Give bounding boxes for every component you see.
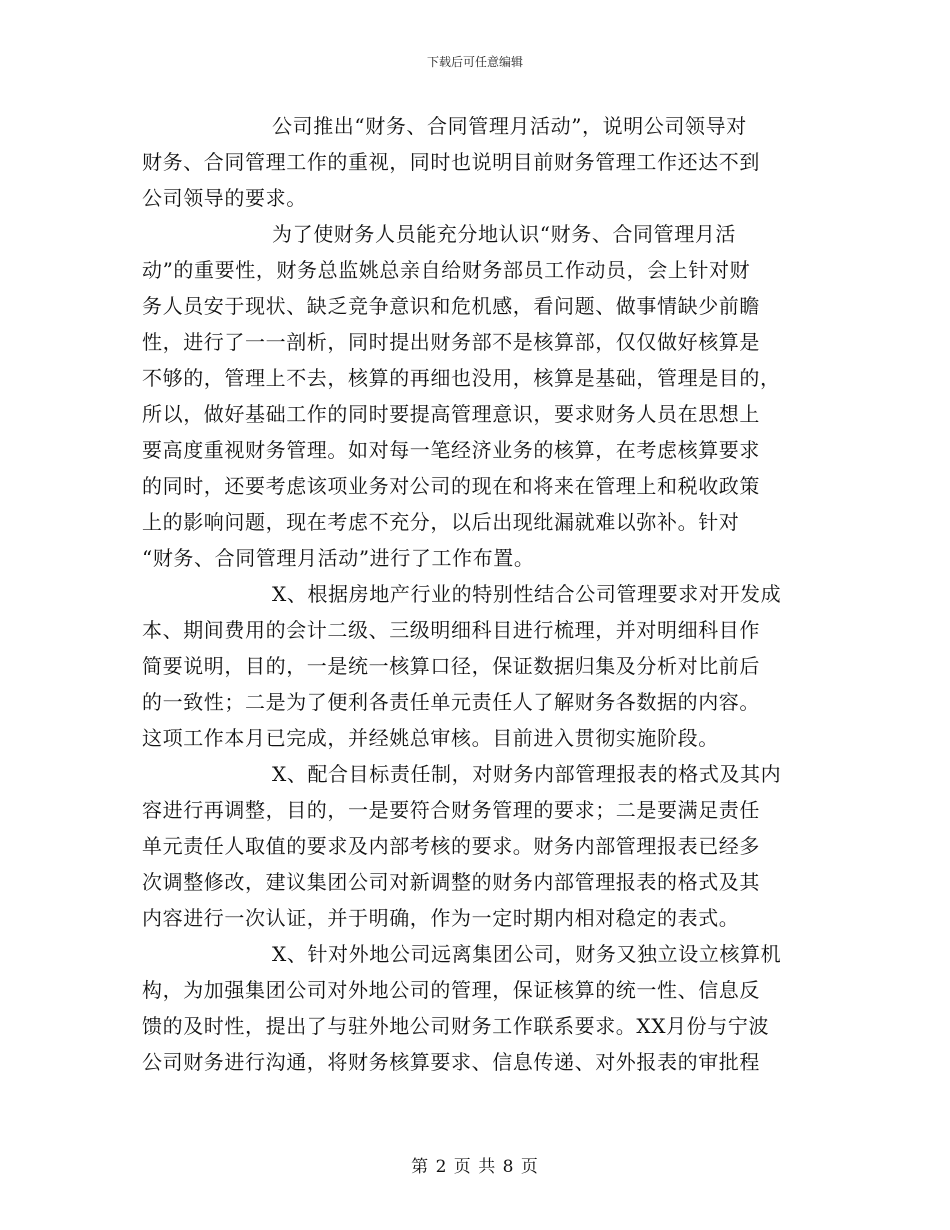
body-text-line: 的一致性；二是为了便利各责任单元责任人了解财务各数据的内容。 (142, 690, 760, 714)
body-text-line: 馈的及时性，提出了与驻外地公司财务工作联系要求。XX月份与宁波 (142, 1014, 770, 1038)
body-text-line: 性，进行了一一剖析，同时提出财务部不是核算部，仅仅做好核算是 (142, 330, 760, 354)
body-text-line: 单元责任人取值的要求及内部考核的要求。财务内部管理报表已经多 (142, 834, 760, 858)
body-text-line: 次调整修改，建议集团公司对新调整的财务内部管理报表的格式及其 (142, 870, 760, 894)
body-text-line: X、针对外地公司远离集团公司，财务又独立设立核算机 (272, 942, 782, 966)
body-text-line: 简要说明，目的，一是统一核算口径，保证数据归集及分析对比前后 (142, 654, 760, 678)
body-text-line: 动”的重要性，财务总监姚总亲自给财务部员工作动员，会上针对财 (142, 258, 751, 282)
body-text-line: 所以，做好基础工作的同时要提高管理意识，要求财务人员在思想上 (142, 402, 760, 426)
body-text-line: “财务、合同管理月活动”进行了工作布置。 (142, 546, 535, 570)
body-text-line: 为了使财务人员能充分地认识“财务、合同管理月活 (272, 222, 737, 246)
body-text-line: X、根据房地产行业的特别性结合公司管理要求对开发成 (272, 582, 782, 606)
body-text-line: 公司领导的要求。 (142, 186, 307, 210)
body-text-line: 务人员安于现状、缺乏竞争意识和危机感，看问题、做事情缺少前瞻 (142, 294, 760, 318)
body-text-line: 构，为加强集团公司对外地公司的管理，保证核算的统一性、信息反 (142, 978, 760, 1002)
body-text-line: 公司财务进行沟通，将财务核算要求、信息传递、对外报表的审批程 (142, 1050, 760, 1074)
body-text-line: 容进行再调整，目的，一是要符合财务管理的要求；二是要满足责任 (142, 798, 760, 822)
body-text-line: 这项工作本月已完成，并经姚总审核。目前进入贯彻实施阶段。 (142, 726, 719, 750)
body-text-line: 财务、合同管理工作的重视，同时也说明目前财务管理工作还达不到 (142, 150, 760, 174)
body-text-line: 本、期间费用的会计二级、三级明细科目进行梳理，并对明细科目作 (142, 618, 760, 642)
body-text-line: 公司推出“财务、合同管理月活动”，说明公司领导对 (272, 114, 747, 138)
document-body (142, 108, 810, 1080)
body-text-line: 的同时，还要考虑该项业务对公司的现在和将来在管理上和税收政策 (142, 474, 760, 498)
body-text-line: 要高度重视财务管理。如对每一笔经济业务的核算，在考虑核算要求 (142, 438, 760, 462)
body-text-line: 上的影响问题，现在考虑不充分，以后出现纰漏就难以弥补。针对 (142, 510, 740, 534)
body-text-line: X、配合目标责任制，对财务内部管理报表的格式及其内 (272, 762, 782, 786)
page-number-footer: 第 2 页 共 8 页 (411, 1157, 539, 1177)
body-text-line: 内容进行一次认证，并于明确，作为一定时期内相对稳定的表式。 (142, 906, 740, 930)
page-header-note: 下载后可任意编辑 (426, 55, 523, 69)
body-text-line: 不够的，管理上不去，核算的再细也没用，核算是基础，管理是目的， (142, 366, 781, 390)
